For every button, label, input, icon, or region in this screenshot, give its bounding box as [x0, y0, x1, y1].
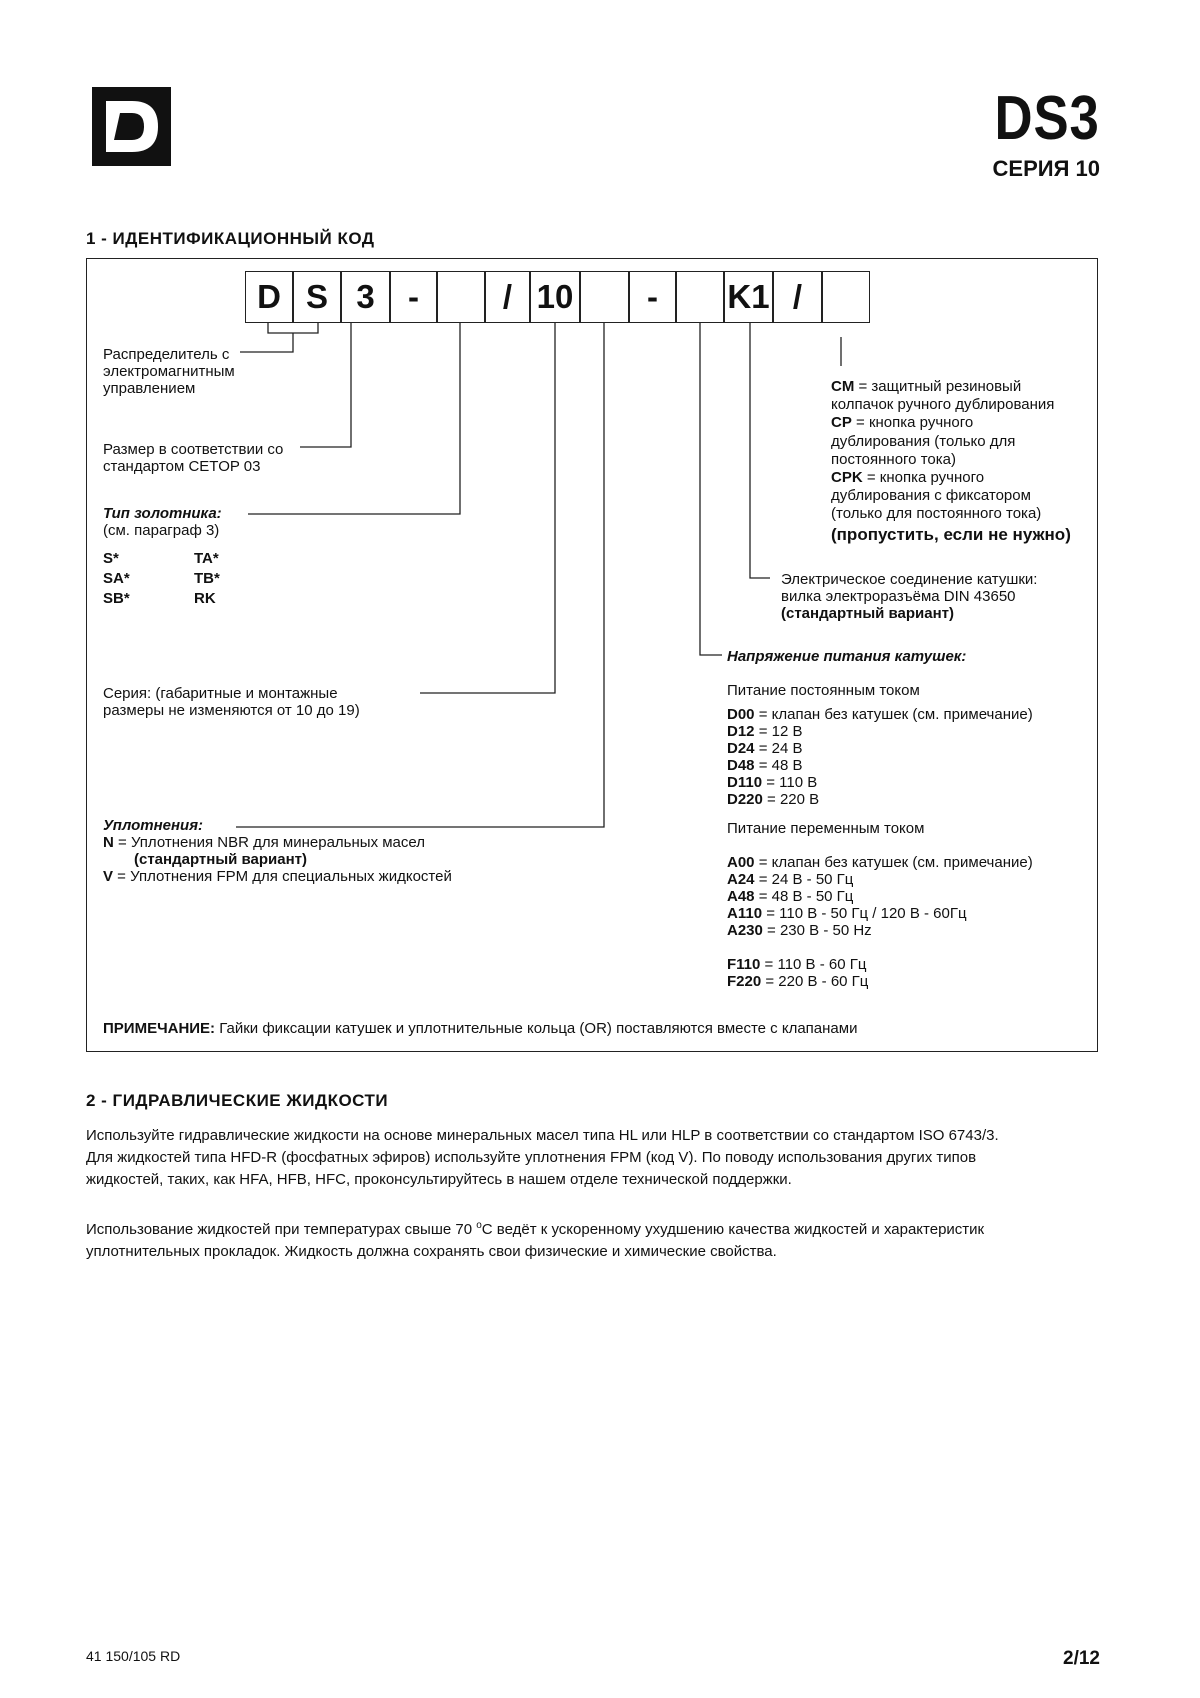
size-label [103, 441, 283, 475]
option-code: CM [831, 378, 855, 395]
code-cell: S [293, 271, 341, 323]
voltage-code: A48 [727, 888, 755, 905]
note-text: Гайки фиксации катушек и уплотнительные кольца (OR) поставляются вместе с клапанами [215, 1020, 858, 1037]
voltage-code: F220 [727, 973, 762, 990]
f-voltage-list [727, 956, 868, 990]
voltage-text: = 110 В [762, 774, 818, 791]
section-2-title: 2 - ГИДРАВЛИЧЕСКИЕ ЖИДКОСТИ [86, 1091, 389, 1110]
option-text: = кнопка ручного [862, 469, 985, 487]
voltage-code: A110 [727, 905, 763, 922]
spool-list-right [194, 549, 220, 609]
code-cell: - [629, 271, 676, 323]
code-cell: K1 [724, 271, 773, 323]
label-line: Серия: (габаритные и монтажные [103, 685, 338, 702]
paragraph-text: С ведёт к ускоренному ухудшению качества жидкостей и характеристик [481, 1221, 985, 1238]
voltage-code: D220 [727, 791, 763, 808]
fluids-paragraph-1 [86, 1125, 1106, 1191]
note [103, 1020, 857, 1037]
seal-code: V [103, 868, 114, 885]
code-cell: D [245, 271, 293, 323]
label-line: Электрическое соединение катушки: [781, 571, 1038, 588]
fluids-paragraph-2 [86, 1215, 1106, 1263]
option-code: CP [831, 414, 852, 432]
option-text: дублирования (только для [831, 432, 1016, 450]
seals-title: Уплотнения: [103, 817, 204, 834]
dc-voltage-list [727, 706, 1033, 808]
voltage-text: = 220 В [762, 791, 820, 808]
spool-code: S* [103, 550, 119, 567]
seal-code: N [103, 834, 114, 851]
voltage-title: Напряжение питания катушек: [727, 648, 967, 665]
option-text: (только для постоянного тока) [831, 505, 1042, 523]
ac-title: Питание переменным током [727, 820, 925, 837]
label-line: управлением [103, 380, 196, 397]
label-line: Распределитель с [103, 346, 230, 363]
option-text: = кнопка ручного [851, 414, 974, 432]
spool-ref: (см. параграф 3) [103, 522, 220, 539]
paragraph-line: Используйте гидравлические жидкости на основе минеральных масел типа HL или HLP в соответствии со стандартом ISO 6743/3. [86, 1127, 999, 1144]
voltage-code: F110 [727, 956, 761, 973]
voltage-code: D24 [727, 740, 755, 757]
voltage-text: = 110 В - 60 Гц [760, 956, 867, 973]
document-title: DS3 [994, 84, 1100, 153]
label-line: Размер в соответствии со [103, 441, 284, 458]
page-number: 2/12 [1063, 1648, 1100, 1669]
paragraph-line: Для жидкостей типа HFD-R (фосфатных эфиров) используйте уплотнения FPM (код V). По поводу использования других типов [86, 1149, 977, 1166]
document-subtitle: СЕРИЯ 10 [992, 156, 1100, 181]
manual-override-options [831, 378, 1071, 545]
option-text: постоянного тока) [831, 450, 956, 468]
spool-code: RK [194, 590, 216, 607]
option-code: CPK [831, 469, 863, 487]
code-cell: 10 [530, 271, 580, 323]
seal-text: = Уплотнения NBR для минеральных масел [113, 834, 425, 851]
degree-mark: о [476, 1220, 482, 1231]
voltage-code: D48 [727, 757, 755, 774]
spool-type-label [103, 505, 222, 539]
distributor-label [103, 346, 235, 397]
ac-voltage-list [727, 854, 1033, 939]
option-text: дублирования с фиксатором [831, 487, 1031, 505]
voltage-text: = 220 В - 60 Гц [761, 973, 869, 990]
voltage-text: = клапан без катушек (см. примечание) [754, 854, 1033, 871]
voltage-code: A24 [727, 871, 755, 888]
seal-standard: (стандартный вариант) [134, 851, 308, 868]
code-cell: 3 [341, 271, 390, 323]
voltage-text: = 24 В - 50 Гц [754, 871, 854, 888]
label-line: (стандартный вариант) [781, 605, 955, 622]
paragraph-line: жидкостей, таких, как HFA, HFB, HFC, проконсультируйтесь в нашем отделе технической поддержки. [86, 1171, 792, 1188]
option-text: = защитный резиновый [854, 378, 1022, 395]
seal-text: = Уплотнения FPM для специальных жидкостей [113, 868, 452, 885]
voltage-code: A230 [727, 922, 763, 939]
code-cell: - [390, 271, 437, 323]
label-line: размеры не изменяются от 10 до 19) [103, 702, 360, 719]
note-label: ПРИМЕЧАНИЕ: [103, 1020, 216, 1037]
series-label [103, 685, 360, 719]
omit-note: (пропустить, если не нужно) [831, 524, 1071, 544]
spool-code: SA* [103, 570, 130, 587]
label-line: стандартом CETOP 03 [103, 458, 261, 475]
spool-code: TA* [194, 550, 219, 567]
section-1-title: 1 - ИДЕНТИФИКАЦИОННЫЙ КОД [86, 229, 375, 248]
paragraph-text: Использование жидкостей при температурах свыше 70 [86, 1221, 477, 1238]
spool-title: Тип золотника: [103, 505, 222, 522]
voltage-code: D00 [727, 706, 755, 723]
spool-code: SB* [103, 590, 130, 607]
voltage-code: A00 [727, 854, 755, 871]
seals-label [103, 817, 452, 885]
voltage-code: D12 [727, 723, 755, 740]
voltage-text: = 24 В [754, 740, 803, 757]
code-cell: / [485, 271, 530, 323]
voltage-code: D110 [727, 774, 763, 791]
dc-title: Питание постоянным током [727, 682, 920, 699]
document-number: 41 150/105 RD [86, 1648, 181, 1664]
label-line: вилка электроразъёма DIN 43650 [781, 588, 1016, 605]
voltage-text: = 110 В - 50 Гц / 120 В - 60Гц [762, 905, 967, 922]
label-line: электромагнитным [103, 363, 235, 380]
paragraph-line: уплотнительных прокладок. Жидкость должна сохранять свои физические и химические свойства. [86, 1243, 777, 1260]
spool-list-left [103, 549, 130, 609]
voltage-text: = клапан без катушек (см. примечание) [754, 706, 1033, 723]
code-cell: / [773, 271, 822, 323]
electrical-connection [781, 571, 1037, 622]
option-text: колпачок ручного дублирования [831, 396, 1055, 414]
voltage-text: = 230 В - 50 Hz [762, 922, 872, 939]
spool-code: TB* [194, 570, 220, 587]
voltage-text: = 12 В [754, 723, 803, 740]
voltage-text: = 48 В [754, 757, 803, 774]
voltage-text: = 48 В - 50 Гц [754, 888, 854, 905]
